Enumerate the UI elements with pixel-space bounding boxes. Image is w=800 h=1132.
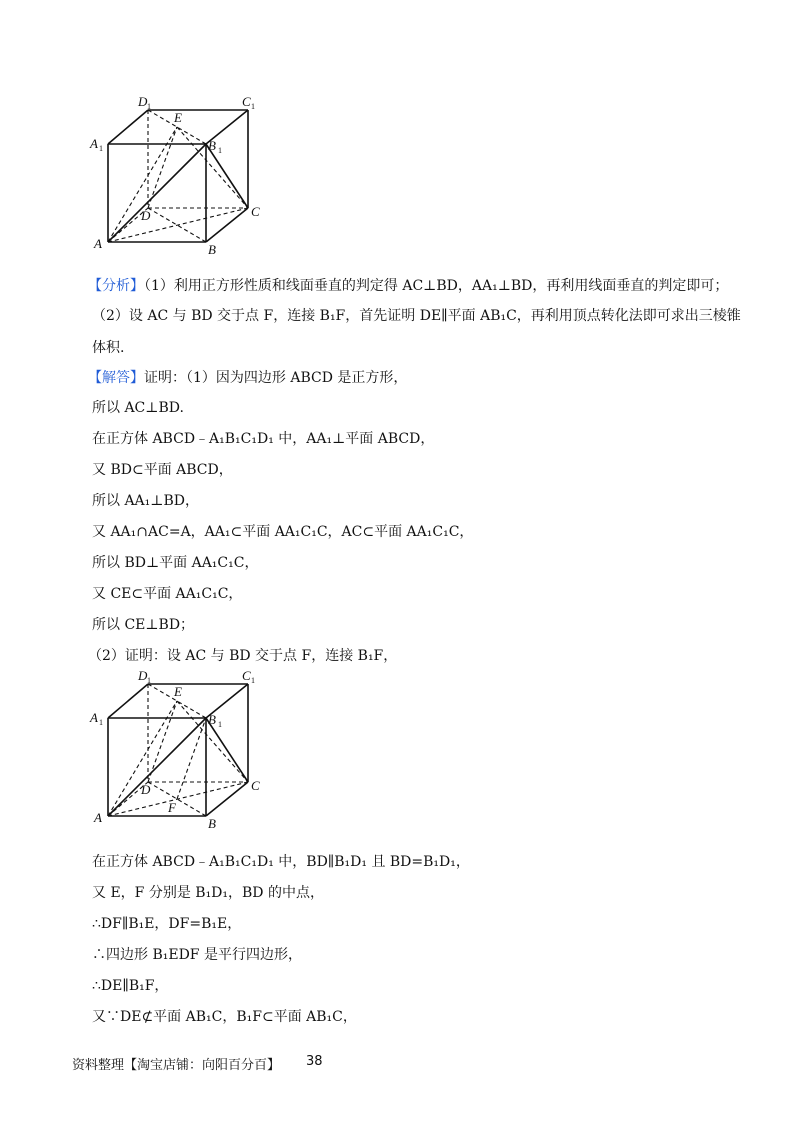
cube-figure-2	[88, 666, 278, 836]
label-b1: B	[208, 138, 216, 153]
analysis-line-1: 【分析】（1）利用正方形性质和线面垂直的判定得 AC⊥BD，AA₁⊥BD，再利用线面垂直的判定即可；	[88, 278, 729, 294]
solution-line-1: 【解答】证明：（1）因为四边形 ABCD 是正方形，	[88, 370, 408, 386]
analysis-tag: 【分析】	[88, 278, 144, 294]
label-d: D	[141, 208, 151, 223]
label-c1: C	[242, 668, 251, 683]
label-c1: C	[242, 94, 251, 109]
label-d1: D	[138, 94, 148, 109]
svg-text:1: 1	[99, 718, 103, 727]
label-b1: B	[208, 712, 216, 727]
label-c: C	[251, 204, 260, 219]
solution-line: 又 BD⊂平面 ABCD，	[92, 462, 233, 478]
solution-line: 所以 CE⊥BD；	[92, 617, 195, 633]
label-e: E	[174, 110, 182, 125]
solution-line: 又 AA₁∩AC=A，AA₁⊂平面 AA₁C₁C，AC⊂平面 AA₁C₁C，	[92, 524, 474, 540]
label-b: B	[208, 242, 216, 257]
proof-line: 在正方体 ABCD﹣A₁B₁C₁D₁ 中，BD∥B₁D₁ 且 BD=B₁D₁，	[92, 854, 470, 870]
svg-text:1: 1	[251, 676, 255, 685]
label-d1: D	[138, 668, 148, 683]
label-b: B	[208, 816, 216, 831]
footer-source: 资料整理【淘宝店铺：向阳百分百】	[72, 1058, 281, 1073]
svg-text:1: 1	[147, 102, 151, 111]
svg-text:1: 1	[218, 146, 222, 155]
proof-line: 又∵DE⊄平面 AB₁C，B₁F⊂平面 AB₁C，	[92, 1009, 357, 1025]
proof-line: 又 E，F 分别是 B₁D₁，BD 的中点，	[92, 885, 324, 901]
label-a1: A	[90, 710, 98, 725]
label-a: A	[94, 236, 102, 251]
proof-line: ∴DE∥B₁F，	[92, 978, 169, 994]
label-a1: A	[90, 136, 98, 151]
label-e: E	[174, 684, 182, 699]
proof-line: ∴DF∥B₁E，DF=B₁E，	[92, 916, 242, 932]
solution-line: 所以 AC⊥BD.	[92, 400, 184, 416]
label-c: C	[251, 778, 260, 793]
solution-line: 在正方体 ABCD﹣A₁B₁C₁D₁ 中，AA₁⊥平面 ABCD，	[92, 431, 435, 447]
page-number: 38	[306, 1054, 323, 1069]
svg-text:1: 1	[99, 144, 103, 153]
analysis-line-2: （2）设 AC 与 BD 交于点 F，连接 B₁F，首先证明 DE∥平面 AB₁C，再利用顶点转化法即可求出三棱锥	[92, 308, 741, 324]
solution-line: 所以 BD⊥平面 AA₁C₁C，	[92, 555, 259, 571]
svg-text:1: 1	[147, 676, 151, 685]
proof-line: ∴四边形 B₁EDF 是平行四边形，	[92, 947, 302, 963]
cube-figure-1	[88, 90, 278, 260]
solution-line: 所以 AA₁⊥BD，	[92, 493, 199, 509]
label-f: F	[168, 800, 176, 815]
analysis-line-3: 体积.	[92, 340, 125, 356]
label-d: D	[141, 782, 151, 797]
svg-text:1: 1	[251, 102, 255, 111]
solution-tag: 【解答】	[88, 370, 144, 386]
solution-part2: （2）证明：设 AC 与 BD 交于点 F，连接 B₁F，	[88, 648, 398, 664]
solution-line: 又 CE⊂平面 AA₁C₁C，	[92, 586, 243, 602]
svg-text:1: 1	[218, 720, 222, 729]
label-a: A	[94, 810, 102, 825]
